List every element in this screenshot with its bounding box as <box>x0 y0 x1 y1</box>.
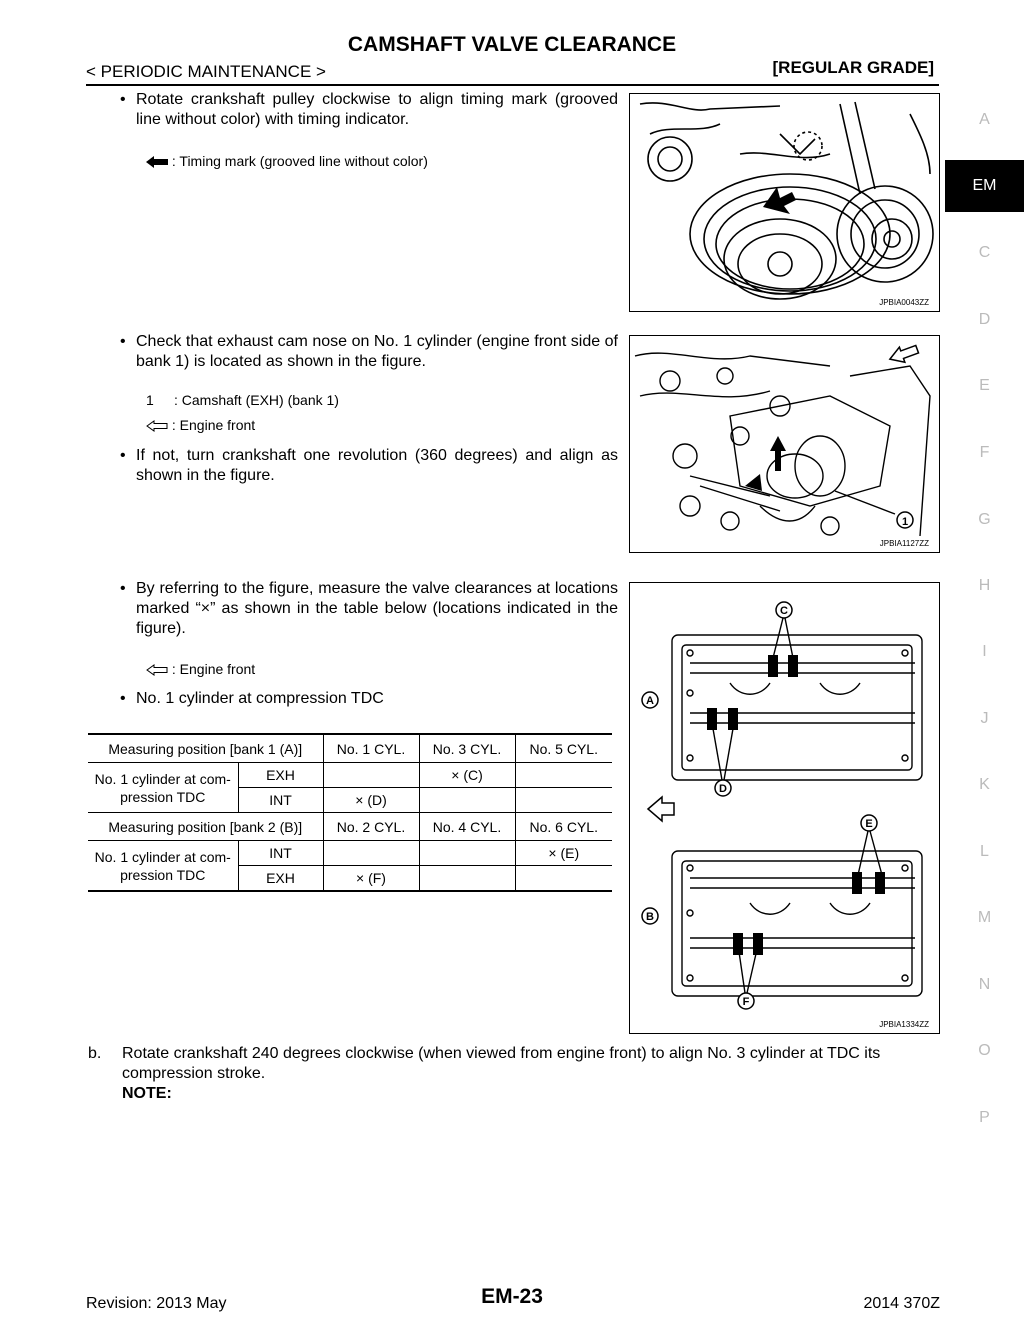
figure-id: JPBIA1334ZZ <box>879 1020 929 1029</box>
legend-number: 1 <box>146 392 154 408</box>
table-header-cell: No. 5 CYL. <box>515 734 612 763</box>
legend-timing-mark <box>146 153 428 169</box>
table-cell <box>515 788 612 813</box>
table-group-cell: No. 1 cylinder at com- pression TDC <box>88 841 238 892</box>
legend-camshaft <box>146 392 339 408</box>
table-header-bank2 <box>88 813 612 841</box>
footer-model: 2014 370Z <box>863 1295 940 1312</box>
footer-revision: Revision: 2013 May <box>86 1295 227 1312</box>
step-text: Check that exhaust cam nose on No. 1 cylinder (engine front side of bank 1) is located as shown in the figure. <box>136 333 618 370</box>
tab-p[interactable]: P <box>979 1109 990 1126</box>
step-measure-clearance <box>120 579 618 639</box>
table-cell <box>515 763 612 788</box>
footer-page-number: EM-23 <box>481 1285 543 1308</box>
table-header-cell: Measuring position [bank 2 (B)] <box>88 813 323 841</box>
tab-a[interactable]: A <box>979 111 990 128</box>
bullet-dot: • <box>120 333 126 350</box>
bullet-dot: • <box>120 690 126 707</box>
table-header-cell: No. 3 CYL. <box>419 734 515 763</box>
tab-o[interactable]: O <box>978 1042 991 1059</box>
note-label: NOTE: <box>122 1085 172 1102</box>
tab-h[interactable]: H <box>978 577 991 594</box>
callout-b: B <box>646 911 654 923</box>
step-rotate-pulley <box>120 90 618 130</box>
figure-cam-nose <box>629 335 940 553</box>
section-tab-strip <box>945 0 1024 1318</box>
step-text: If not, turn crankshaft one revolution (360 degrees) and align as shown in the figure. <box>136 447 618 484</box>
figure-id: JPBIA0043ZZ <box>879 298 929 307</box>
table-cell: EXH <box>238 763 323 788</box>
step-text: By referring to the figure, measure the valve clearances at locations marked “×” as shown in the table below (locations indicated in the figure). <box>136 580 618 637</box>
table-cell: × (D) <box>323 788 419 813</box>
table-header-cell: No. 2 CYL. <box>323 813 419 841</box>
outline-arrow-left-icon <box>146 664 168 676</box>
tab-c[interactable]: C <box>978 244 991 261</box>
table-cell <box>515 866 612 892</box>
table-cell <box>419 866 515 892</box>
table-header-cell: No. 1 CYL. <box>323 734 419 763</box>
table-cell <box>323 841 419 866</box>
page-title: CAMSHAFT VALVE CLEARANCE <box>347 33 677 56</box>
step-label: b. <box>88 1045 102 1062</box>
header-rule <box>86 84 939 86</box>
legend-text: : Engine front <box>171 661 256 677</box>
cam-nose-illustration <box>630 336 939 552</box>
table-row <box>88 763 612 788</box>
tab-n[interactable]: N <box>978 976 991 993</box>
table-group-cell: No. 1 cylinder at com- pression TDC <box>88 763 238 813</box>
step-text: Rotate crankshaft 240 degrees clockwise (when viewed from engine front) to align No. 3 cylinder at TDC its compression stroke. <box>122 1045 881 1082</box>
table-header-cell: Measuring position [bank 1 (A)] <box>88 734 323 763</box>
table-header-cell: No. 4 CYL. <box>419 813 515 841</box>
section-breadcrumb: < PERIODIC MAINTENANCE > <box>86 62 326 81</box>
callout-e: E <box>865 818 873 830</box>
table-cell: INT <box>238 841 323 866</box>
legend-text: : Camshaft (EXH) (bank 1) <box>174 392 339 408</box>
solid-arrow-left-icon <box>146 156 168 168</box>
bullet-dot: • <box>120 447 126 464</box>
table-cell: INT <box>238 788 323 813</box>
tab-l[interactable]: L <box>980 843 989 860</box>
legend-text: : Engine front <box>171 417 256 433</box>
outline-arrow-left-icon <box>146 420 168 432</box>
table-cell: EXH <box>238 866 323 892</box>
figure-crank-pulley <box>629 93 940 312</box>
cylinder-head-illustration <box>630 583 939 1033</box>
table-cell <box>419 788 515 813</box>
tab-d[interactable]: D <box>978 311 991 328</box>
tab-k[interactable]: K <box>979 776 990 793</box>
figure-id: JPBIA1127ZZ <box>879 539 929 548</box>
step-turn-crankshaft <box>120 446 618 486</box>
table-cell <box>323 763 419 788</box>
table-header-cell: No. 6 CYL. <box>515 813 612 841</box>
grade-label: [REGULAR GRADE] <box>772 58 934 77</box>
valve-clearance-table <box>88 733 612 892</box>
callout-a: A <box>646 695 654 707</box>
table-cell: × (F) <box>323 866 419 892</box>
bullet-dot: • <box>120 580 126 597</box>
tab-f[interactable]: F <box>979 444 990 461</box>
tab-em[interactable]: EM <box>945 160 1024 212</box>
callout-f: F <box>742 996 750 1008</box>
tab-j[interactable]: J <box>980 710 989 727</box>
table-header-bank1 <box>88 734 612 763</box>
tab-i[interactable]: I <box>982 643 987 660</box>
step-b <box>88 1044 948 1104</box>
step-tdc <box>120 689 618 709</box>
legend-text: : Timing mark (grooved line without color) <box>171 153 428 169</box>
table-cell: × (E) <box>515 841 612 866</box>
step-check-cam-nose <box>120 332 618 372</box>
crank-pulley-illustration <box>630 94 939 311</box>
callout-1: 1 <box>901 516 909 528</box>
step-text: Rotate crankshaft pulley clockwise to align timing mark (grooved line without color) with timing indicator. <box>136 91 618 128</box>
step-text: No. 1 cylinder at compression TDC <box>136 690 384 707</box>
tab-e[interactable]: E <box>979 377 990 394</box>
figure-valve-locations <box>629 582 940 1034</box>
callout-c: C <box>780 605 788 617</box>
callout-d: D <box>719 783 727 795</box>
table-row <box>88 841 612 866</box>
legend-engine-front <box>146 417 255 433</box>
table-cell <box>419 841 515 866</box>
table-cell: × (C) <box>419 763 515 788</box>
legend-engine-front-2 <box>146 661 255 677</box>
tab-m[interactable]: M <box>977 909 992 926</box>
bullet-dot: • <box>120 91 126 108</box>
tab-g[interactable]: G <box>978 511 991 528</box>
